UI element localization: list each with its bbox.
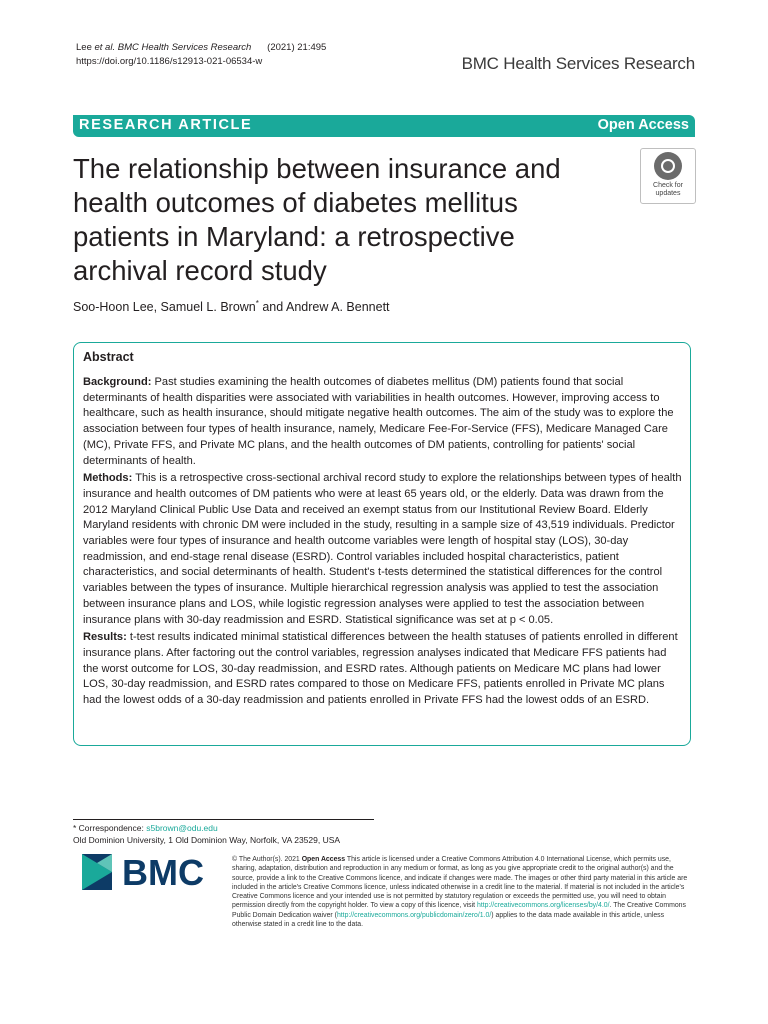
check-updates-line2: updates — [655, 189, 681, 197]
article-banner — [73, 115, 695, 137]
authors-part2: and Andrew A. Bennett — [258, 300, 390, 315]
journal-name: BMC Health Services Research — [461, 54, 695, 73]
citation-journal: et al. BMC Health Services Research — [94, 42, 252, 53]
license-open-access: Open Access — [301, 856, 346, 863]
abstract-background — [83, 375, 683, 469]
abstract-methods — [83, 471, 683, 628]
open-access-label: Open Access — [597, 117, 689, 133]
methods-label: Methods: — [83, 472, 133, 485]
abstract-body — [83, 375, 683, 711]
license-suffix: ) applies to the data made available in this article, unless otherwise stated in a credit line to the data. — [232, 911, 665, 929]
check-updates-line1: Check for — [653, 182, 683, 189]
abstract-box — [73, 342, 691, 746]
methods-text: This is a retrospective cross-sectional archival record study to explore the relationships between types of health insurance and health outcomes of DM patients who were at least 65 years old, or the elderly. Data was drawn from the 2012 Maryland Clinical Public Use Data and received an exempt status from our Institutional Review Board. Elderly Maryland residents with chronic DM were included in the study, resulting in a sample size of 43,519 individuals. Predictor variables were four types of insurance and health outcome variables were length of hospital stay (LOS), 30-day readmission, and end-stage renal disease (ESRD). Control variables included hospital characteristics, patient characteristics, and social determinants of health. Student's t-tests determined the statistical differences for the control variables between the types of insurance. Multiple hierarchical regression analysis was applied to test the association between insurance plans and LOS, while logistic regression analyses were applied to test the association between insurance plans with 30-day readmission and ESRD. Statistical significance was set at p < 0.05. — [83, 472, 682, 626]
check-updates-icon — [654, 152, 682, 180]
correspondence-block — [73, 822, 340, 846]
license-body: This article is licensed under a Creative Commons Attribution 4.0 International License, which permits use, sharing, adaptation, distribution and reproduction in any medium or format, as long as you give appropriate credit to the original author(s) and the source, provide a link to the Creative Commons licence, and indicate if changes were made. The images or other third party material in this article are included in the article's Creative Commons licence, unless indicated otherwise in a credit line to the material. If material is not included in the article's Creative Commons licence and your intended use is not permitted by statutory regulation or exceeds the permitted use, you will need to obtain permission directly from the copyright holder. To view a copy of this licence, visit — [232, 856, 688, 910]
license-prefix: © The Author(s). 2021 — [232, 856, 302, 863]
affiliation: Old Dominion University, 1 Old Dominion Way, Norfolk, VA 23529, USA — [73, 835, 341, 845]
results-label: Results: — [83, 631, 127, 644]
footnote-divider — [73, 819, 374, 820]
abstract-results — [83, 630, 683, 709]
authors-part1: Soo-Hoon Lee, Samuel L. Brown — [73, 300, 256, 315]
correspondence-label: * Correspondence: — [73, 823, 147, 833]
license-middle: . The Creative Commons Public Domain Dedication waiver ( — [232, 902, 686, 919]
author-list — [73, 299, 390, 314]
doi-link[interactable]: https://doi.org/10.1186/s12913-021-06534-w — [76, 56, 263, 67]
license-text — [232, 855, 695, 929]
corresponding-mark: * — [255, 299, 259, 308]
citation-block — [76, 41, 326, 69]
correspondence-email[interactable]: s5brown@odu.edu — [146, 823, 218, 833]
citation-year: (2021) 21:495 — [267, 42, 327, 53]
article-type-label: RESEARCH ARTICLE — [79, 117, 253, 133]
check-for-updates-badge[interactable] — [640, 148, 696, 204]
results-text: t-test results indicated minimal statistical differences between the health statuses of patients enrolled in different insurance plans. After factoring out the control variables, regression analyses indicated that Medicare FFS patients had the worst outcome for LOS, 30-day readmission, and ESRD rates. Although patients on Medicare MC plans had lower LOS, 30-day readmission, and ESRD rates compared to those on Medicare FFS, patients enrolled in Private MC plans had the lowest odds of a 30-day readmission and patients enrolled in Private FFS had the lowest odds of an ESRD. — [83, 631, 678, 707]
citation-authors: Lee — [76, 42, 95, 53]
license-link-zero[interactable]: http://creativecommons.org/publicdomain/zero/1.0/ — [336, 911, 492, 919]
article-title: The relationship between insurance and health outcomes of diabetes mellitus patients in Maryland: a retrospective archival record study — [73, 153, 561, 286]
background-label: Background: — [83, 376, 152, 388]
abstract-heading: Abstract — [83, 350, 134, 364]
bmc-logo-text: BMC — [122, 852, 204, 892]
license-link-by[interactable]: http://creativecommons.org/licenses/by/4.0/ — [476, 902, 610, 910]
background-text: Past studies examining the health outcomes of diabetes mellitus (DM) patients found that social determinants of health disparities were associated with variabilities in health outcomes. However, improving access to healthcare, such as health insurance, should mitigate negative health outcomes. The aim of the study was to explore the association between four types of health insurance, namely, Medicare Fee-For-Service (FFS), Medicare Managed Care (MC), Private FFS, and Private MC plans, and the health outcomes of DM patients, controlling for patients' social determinants of health. — [83, 376, 674, 467]
bmc-logo — [82, 852, 217, 892]
